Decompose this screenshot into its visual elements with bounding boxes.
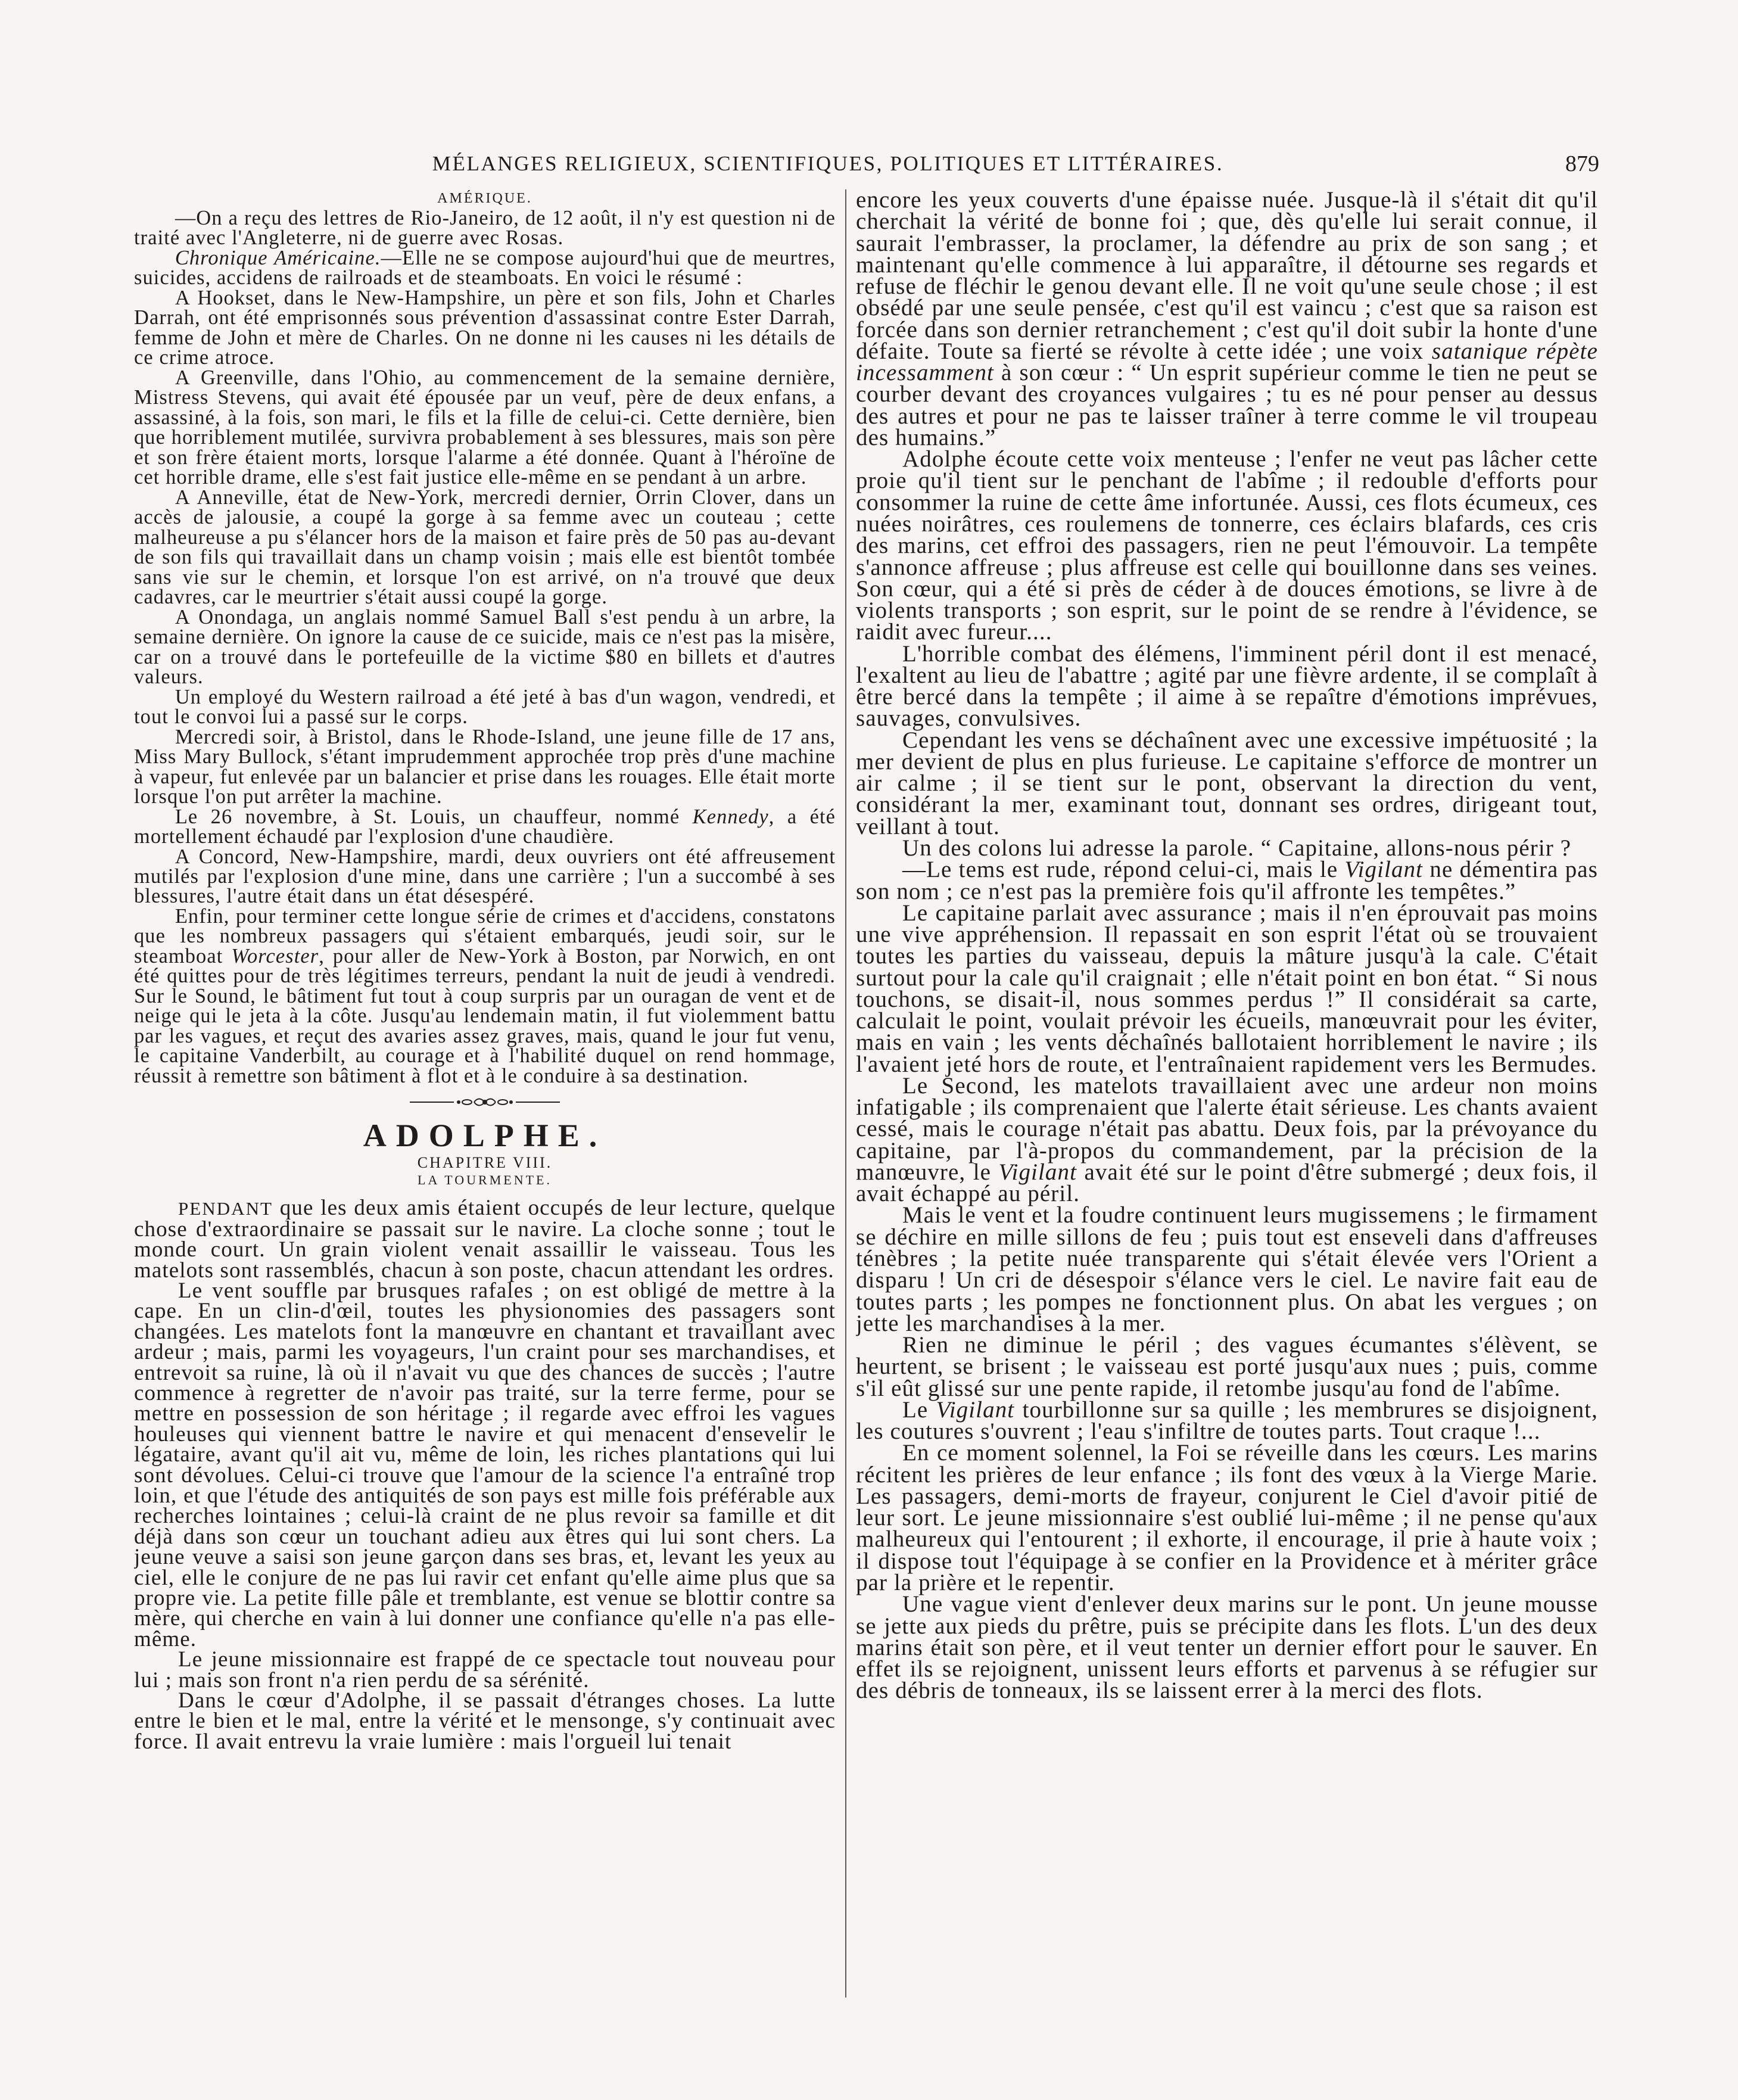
serial-paragraph: PENDANT que les deux amis étaient occupés de leur lecture, quelque chose d'extraordinaire se passait sur le navire. La cloche sonne ; tout le monde court. Un grain violent venait assaillir le vaisseau. Tous les matelots sont rassemblés, chacun à son poste, chacun attendant les ordres. (134, 1196, 836, 1283)
news-paragraph: —On a reçu des lettres de Rio-Janeiro, de 12 août, il n'y est question ni de traité avec l'Angleterre, ni de guerre avec Rosas. (134, 207, 836, 250)
serial-paragraph: Mais le vent et la foudre continuent leurs mugissemens ; le firmament se déchire en mille sillons de feu ; puis tout est enseveli dans d'affreuses ténèbres ; la petite nuée transparente qui s'était élevée vers l'Orient a disparu ! Un cri de désespoir s'élance vers le ciel. Le navire fait eau de toutes parts ; les pompes ne fonctionnent plus. On abat les vergues ; on jette les marchandises à la mer. (856, 1202, 1598, 1336)
serial-paragraph: Une vague vient d'enlever deux marins sur le pont. Un jeune mousse se jette aux pieds du prêtre, puis se précipite dans les flots. L'un des deux marins était son père, et il veut tenter un dernier effort pour le sauver. En effet ils se rejoignent, unissent leurs efforts et parvenus à se réfugier sur des débris de tonneaux, ils se laissent errer à la merci des flots. (856, 1591, 1598, 1704)
news-paragraph: A Hookset, dans le New-Hampshire, un père et son fils, John et Charles Darrah, ont été emprisonnés sous prévention d'assassinat contre Ester Darrah, femme de John et mère de Charles. On ne donne ni les causes ni les détails de ce crime atroce. (134, 286, 836, 369)
serial-paragraph: En ce moment solennel, la Foi se réveille dans les cœurs. Les marins récitent les prières de leur enfance ; ils font des vœux à la Vierge Marie. Les passagers, demi-morts de frayeur, conjurent le Ciel d'avoir pitié de leur sort. Le jeune missionnaire s'est oublié lui-même ; il ne pense qu'aux malheureux qui l'entourent ; il exhorte, il encourage, il prie à haute voix ; il dispose tout l'équipage à se confier en la Providence et à mériter grâce par la prière et le repentir. (856, 1440, 1598, 1595)
serial-paragraph: Adolphe écoute cette voix menteuse ; l'enfer ne veut pas lâcher cette proie qu'il tient sur le penchant de l'abîme ; il redouble d'efforts pour consommer la ruine de cette âme infortunée. Aussi, ces flots écumeux, ces nuées noirâtres, ces roulemens de tonnerre, ces éclairs blafards, ces cris des marins, cet effroi des passagers, rien ne peut l'émouvoir. La tempête s'annonce affreuse ; plus affreuse est celle qui bouillonne dans ses veines. Son cœur, qui a été si près de céder à de douces émotions, se livre à de violents transports ; son esprit, sur le point de se rendre à l'évidence, se raidit avec fureur.... (856, 446, 1598, 645)
news-paragraph: A Greenville, dans l'Ohio, au commencement de la semaine dernière, Mistress Stevens, qui avait été épousée par un veuf, père de deux enfans, a assassiné, à la fois, son mari, le fils et la fille de celui-ci. Cette dernière, bien que horriblement mutilée, survivra probablement à ses blessures, mais son père et son frère étaient morts, lorsque l'alarme a été donnée. Quant à l'héroïne de cet horrible drame, elle s'est fait justice elle-même en se pendant à un arbre. (134, 366, 836, 489)
italic-text: Vigilant (936, 1396, 1015, 1423)
page-number: 879 (1565, 151, 1599, 176)
ornament-divider (134, 1094, 836, 1112)
serial-paragraph: —Le tems est rude, répond celui-ci, mais le Vigilant ne démentira pas son nom ; ce n'est pas la première fois qu'il affronte les tempêtes.” (856, 857, 1598, 904)
news-paragraph: Chronique Américaine.—Elle ne se compose aujourd'hui que de meurtres, suicides, accidens de railroads et de steamboats. En voici le résumé : (134, 246, 836, 290)
serial-paragraph: Rien ne diminue le péril ; des vagues écumantes s'élèvent, se heurtent, se brisent ; le vaisseau est porté jusqu'aux nues ; puis, comme s'il eût glissé sur une pente rapide, il retombe jusqu'au fond de l'abîme. (856, 1332, 1598, 1401)
news-paragraph: Enfin, pour terminer cette longue série de crimes et d'accidens, constatons que les nombreux passagers qui s'étaient embarqués, jeudi soir, sur le steamboat Worcester, pour aller de New-York à Boston, par Norwich, en ont été quittes pour de très légitimes terreurs, pendant la nuit de jeudi à vendredi. Sur le Sound, le bâtiment fut tout à coup surpris par un ouragan de vent et de neige qui le jeta à la côte. Jusqu'au lendemain matin, il fut violemment battu par les vagues, et reçut des avaries assez graves, mais, quand le jour fut venu, le capitaine Vanderbilt, au courage et à l'habilité duquel on rend hommage, réussit à remettre son bâtiment à flot et à le conduire à sa destination. (134, 904, 836, 1087)
serial-text (134, 1198, 836, 1752)
news-paragraph: Un employé du Western railroad a été jeté à bas d'un wagon, vendredi, et tout le convoi lui a passé sur le corps. (134, 685, 836, 729)
chapter-number: CHAPITRE VIII. (417, 1154, 553, 1172)
serial-paragraph: L'horrible combat des élémens, l'imminent péril dont il est menacé, l'exaltent au lieu de l'abattre ; agité par une fièvre ardente, il se complaît à être bercé dans la tempête ; il aime à se repaître d'émotions imprévues, sauvages, convulsives. (856, 640, 1598, 732)
news-list (134, 209, 836, 1086)
serial-title: ADOLPHE. (363, 1118, 607, 1154)
running-header-title: MÉLANGES RELIGIEUX, SCIENTIFIQUES, POLITIQUES ET LITTÉRAIRES. (432, 152, 1224, 175)
small-caps-opening: PENDANT (178, 1198, 273, 1219)
column-divider (845, 189, 846, 1998)
serial-text-continued (856, 189, 1598, 1702)
italic-text: Vigilant (998, 1159, 1077, 1185)
serial-paragraph: Dans le cœur d'Adolphe, il se passait d'étranges choses. La lutte entre le bien et le mal, entre la vérité et le mensonge, s'y continuait avec force. Il avait entrevu la vraie lumière : mais l'orgueil lui tenait (134, 1688, 836, 1754)
section-heading: AMÉRIQUE. (437, 191, 532, 206)
serial-paragraph: Cependant les vens se déchaînent avec une excessive impétuosité ; la mer devient de plus en plus furieuse. Le capitaine s'efforce de montrer un air calme ; il se tient sur le pont, observant la direction du vent, considérant la mer, examinant tout, donnant ses ordres, dirigeant tout, veillant à tout. (856, 727, 1598, 839)
running-header (134, 149, 1599, 180)
news-paragraph: Mercredi soir, à Bristol, dans le Rhode-Island, une jeune fille de 17 ans, Miss Mary Bullock, s'étant imprudemment approchée trop près d'une machine à vapeur, fut enlevée par un balancier et prise dans les rouages. Elle était morte lorsque l'on put arrêter la machine. (134, 725, 836, 808)
news-paragraph: Le 26 novembre, à St. Louis, un chauffeur, nommé Kennedy, a été mortellement échaudé par l'explosion d'une chaudière. (134, 805, 836, 848)
ornament-flourish-icon (407, 1094, 562, 1110)
right-column (856, 189, 1598, 1998)
news-paragraph: A Anneville, état de New-York, mercredi dernier, Orrin Clover, dans un accès de jalousie, a coupé la gorge à sa femme avec un couteau ; cette malheureuse a pu s'élancer hors de la maison et faire près de 50 pas au-devant de son fils qui travaillait dans un champ voisin ; mais elle est bientôt tombée sans vie sur le chemin, et lorsque l'on est arrivé, on n'a trouvé que deux cadavres, car le meurtrier s'était aussi coupé la gorge. (134, 486, 836, 609)
italic-text: Vigilant (1344, 857, 1424, 883)
news-paragraph: A Onondaga, un anglais nommé Samuel Ball s'est pendu à un arbre, la semaine dernière. On ignore la cause de ce suicide, mais ce n'est pas la misère, car on a trouvé dans le portefeuille de la victime $80 en billets et d'autres valeurs. (134, 605, 836, 689)
serial-paragraph: Le Second, les matelots travaillaient avec une ardeur non moins infatigable ; ils comprenaient que l'alerte était sérieuse. Les chants avaient cessé, mais le courage n'était pas abattu. Deux fois, par la prévoyance du capitaine, par l'à-propos du commandement, par la précision de la manœuvre, le Vigilant avait été sur le point d'être submergé ; deux fois, il avait échappé au péril. (856, 1072, 1598, 1207)
italic-text: Kennedy (692, 805, 769, 828)
serial-paragraph: Le jeune missionnaire est frappé de ce spectacle tout nouveau pour lui ; mais son front n'a rien perdu de sa sérénité. (134, 1647, 836, 1693)
italic-text: satanique répète incessamment (856, 338, 1598, 386)
serial-paragraph: Le vent souffle par brusques rafales ; on est obligé de mettre à la cape. En un clin-d'œil, toutes les physionomies des passagers sont changées. Les matelots font la manœuvre en chantant et travaillant avec ardeur ; mais, parmi les voyageurs, l'un craint pour ses marchandises, et entrevoit sa ruine, là où il n'avait vu que des chances de succès ; l'autre commence à regretter de n'avoir pas traité, sur la terre ferme, pour se mettre en possession de son héritage ; il regarde avec effroi les vagues houleuses qui viennent battre le navire et qui menacent d'ensevelir le légataire, avant qu'il ait vu, même de loin, les riches plantations qui lui sont dévolues. Celui-ci trouve que l'amour de la science l'a entraîné trop loin, et que l'étude des antiquités de son pays est mille fois préférable aux recherches lointaines ; celui-là craint de ne plus revoir sa famille et dit déjà dans son cœur un touchant adieu aux êtres qui lui sont chers. La jeune veuve a saisi son jeune garçon dans ses bras, et, levant les yeux au ciel, elle le conjure de ne pas lui ravir cet enfant qu'elle aime plus que sa propre vie. La petite fille pâle et tremblante, est venue se blottir contre sa mère, qui cherche en vain à lui donner une confiance qu'elle n'a pas elle-même. (134, 1278, 836, 1651)
serial-paragraph: encore les yeux couverts d'une épaisse nuée. Jusque-là il s'était dit qu'il cherchait la vérité de bonne foi ; que, dès qu'elle lui serait connue, il saurait l'embrasser, la proclamer, la défendre au prix de son sang ; et maintenant qu'elle commence à lui apparaître, il détourne ses regards et refuse de fléchir le genou devant elle. Il ne voit qu'une seule chose ; il est obsédé par une seule pensée, c'est qu'il est vaincu ; c'est que sa raison est forcée dans son dernier retranchement ; c'est qu'il doit subir la honte d'une défaite. Toute sa fierté se révolte à cette idée ; une voix satanique répète incessamment à son cœur : “ Un esprit supérieur comme le tien ne peut se courber devant des croyances vulgaires ; tu es né pour penser au dessus des autres et pour ne pas te laisser traîner à terre comme le vil troupeau des humains.” (856, 189, 1598, 450)
news-paragraph: A Concord, New-Hampshire, mardi, deux ouvriers ont été affreusement mutilés par l'explosion d'une mine, dans une carrière ; l'un a succombé à ses blessures, l'autre était dans un état désespéré. (134, 845, 836, 908)
chapter-title: LA TOURMENTE. (418, 1172, 552, 1188)
serial-paragraph: Le Vigilant tourbillonne sur sa quille ; les membrures se disjoignent, les coutures s'ouvrent ; l'eau s'infiltre de toutes parts. Tout craque !... (856, 1396, 1598, 1445)
left-column (134, 189, 836, 1998)
serial-paragraph: Un des colons lui adresse la parole. “ Capitaine, allons-nous périr ? (902, 835, 1572, 861)
serial-paragraph: Le capitaine parlait avec assurance ; mais il n'en éprouvait pas moins une vive appréhension. Il repassait en son esprit l'état où se trouvaient toutes les parties du vaisseau, depuis la mâture jusqu'à la cale. C'était surtout pour la cale qu'il craignait ; elle n'était point en bon état. “ Si nous touchons, se disait-il, nous sommes perdus !” Il considérait sa carte, calculait le point, voulait prévoir les écueils, manœuvrait pour les éviter, mais en vain ; les vents déchaînés ballotaient horriblement le navire ; ils l'avaient jeté hors de route, et l'entraînaient rapidement vers les Bermudes. (856, 900, 1598, 1077)
italic-text: Worcester (231, 944, 319, 967)
italic-text: Chronique Américaine. (175, 246, 381, 269)
